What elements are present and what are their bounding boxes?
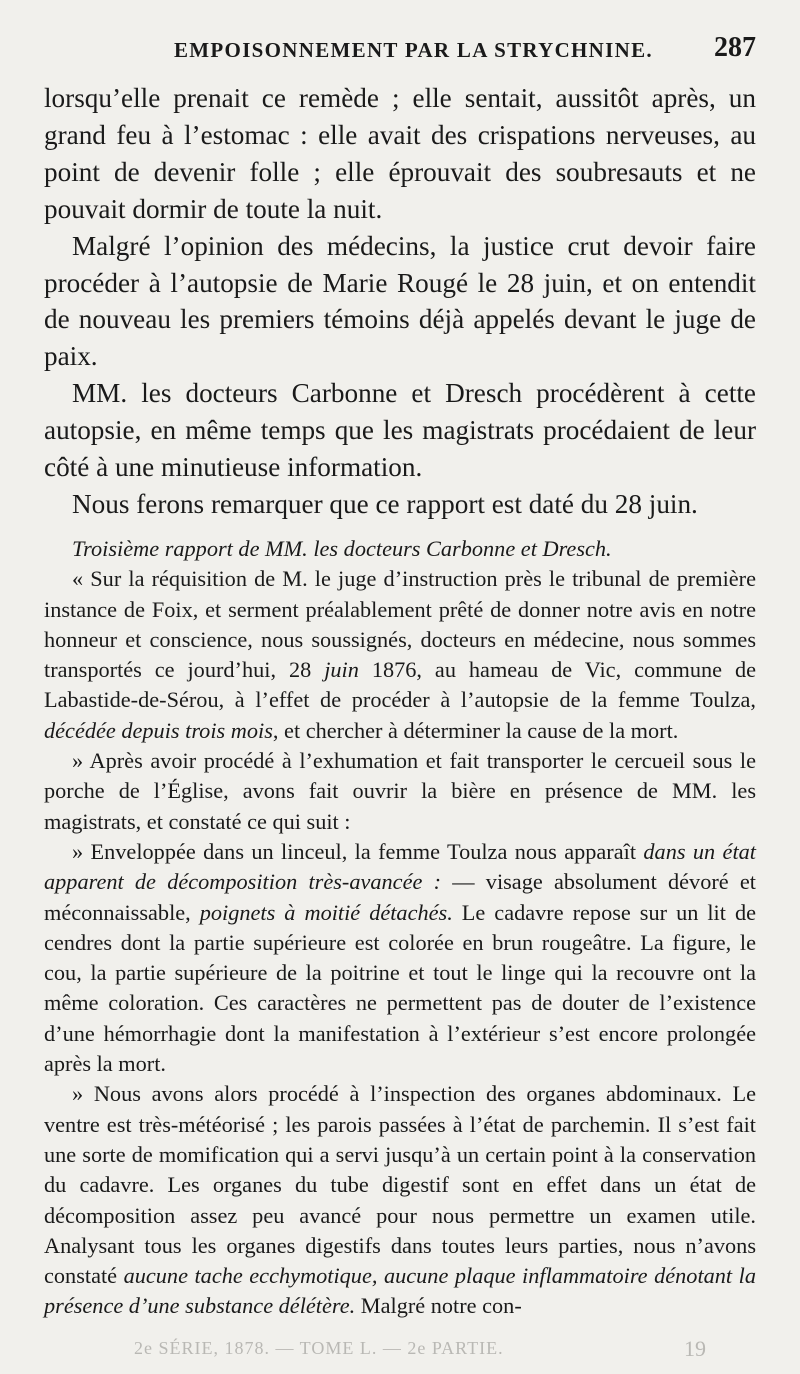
report-paragraph: » Enveloppée dans un linceul, la femme Toulza nous apparaît dans un état apparent de décomposition très-avancée : — visage absolument dévoré et méconnaissable, poignets à moitié détachés. Le cadavre repose sur un lit de cendres dont la partie supérieure est colorée en brun rougeâtre. La figure, le cou, la partie supérieure de la poitrine et tout le linge qui la recouvre ont la même coloration. Ces caractères ne permettent pas de douter de l’existence d’une hémorrhagie dont la manifestation à l’extérieur s’est encore prolongée après la mort.	[44, 838, 756, 1077]
report-text	[44, 534, 756, 1322]
paragraph: lorsqu’elle prenait ce remède ; elle sentait, aussitôt après, un grand feu à l’estomac : elle avait des crispations nerveuses, au point de devenir folle ; elle éprouvait des soubresauts et ne pouvait dormir de toute la nuit.	[44, 83, 756, 224]
report-paragraph: » Nous avons alors procédé à l’inspection des organes abdominaux. Le ventre est très-météorisé ; les parois passées à l’état de parchemin. Il s’est fait une sorte de momification qui a servi jusqu’à un certain point à la conservation du cadavre. Les organes du tube digestif sont en effet dans un état de décomposition assez peu avancé pour nous permettre un examen utile. Analysant tous les organes digestifs dans toutes leurs parties, nous n’avons constaté aucune tache ecchymotique, aucune plaque inflammatoire dénotant la présence d’une substance délétère. Malgré notre con-	[44, 1081, 756, 1319]
paragraph: Malgré l’opinion des médecins, la justice crut devoir faire procéder à l’autopsie de Marie Rougé le 28 juin, et on entendit de nouveau les premiers témoins déjà appelés devant le juge de paix.	[44, 230, 756, 372]
report-paragraph: « Sur la réquisition de M. le juge d’instruction près le tribunal de première instance de Foix, et serment préalablement prêté de donner notre avis en notre honneur et conscience, nous soussignés, docteurs en médecine, nous sommes transportés ce jourd’hui, 28 juin 1876, au hameau de Vic, commune de Labastide-de-Sérou, à l’effet de procéder à l’autopsie de la femme Toulza, décédée depuis trois mois, et chercher à déterminer la cause de la mort.	[44, 566, 756, 743]
paragraph: MM. les docteurs Carbonne et Dresch procédèrent à cette autopsie, en même temps que les magistrats procédaient de leur côté à une minutieuse information.	[44, 378, 756, 483]
report-paragraph: » Après avoir procédé à l’exhumation et fait transporter le cercueil sous le porche de l’Église, avons fait ouvrir la bière en présence de MM. les magistrats, et constaté ce qui suit :	[44, 748, 756, 834]
section-title: Troisième rapport de MM. les docteurs Carbonne et Dresch.	[72, 536, 612, 561]
sheet-number: 19	[684, 1336, 706, 1361]
running-title: EMPOISONNEMENT PAR LA STRYCHNINE.	[174, 38, 653, 62]
paragraph: Nous ferons remarquer que ce rapport est daté du 28 juin.	[72, 488, 698, 519]
signature-line: 2e SÉRIE, 1878. — TOME L. — 2e PARTIE.	[134, 1338, 504, 1358]
page-footer	[44, 1336, 756, 1366]
running-head	[44, 30, 756, 74]
page-number: 287	[714, 32, 756, 63]
main-text	[44, 80, 756, 523]
